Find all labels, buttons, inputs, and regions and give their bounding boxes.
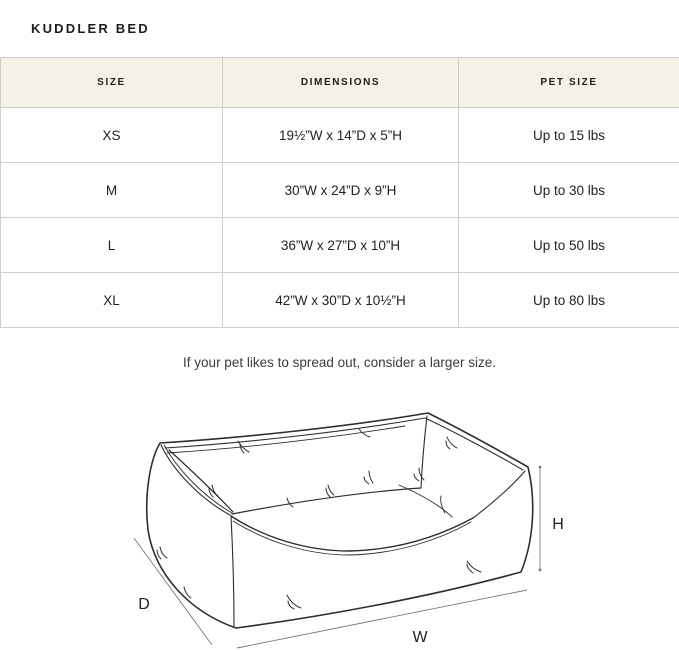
- pet-size-cell: Up to 50 lbs: [459, 218, 679, 273]
- page-title: KUDDLER BED: [31, 21, 150, 36]
- dimensions-cell: 42”W x 30”D x 10½”H: [223, 273, 459, 328]
- width-dimension-line: [237, 590, 527, 648]
- bed-illustration: [0, 390, 679, 650]
- size-cell: M: [1, 163, 223, 218]
- table-row: [1, 163, 679, 218]
- bed-diagram: [0, 390, 679, 650]
- table-row: [1, 218, 679, 273]
- sizing-note: If your pet likes to spread out, consider a larger size.: [183, 355, 496, 370]
- dimension-lines: [134, 466, 541, 648]
- pet-size-cell: Up to 30 lbs: [459, 163, 679, 218]
- bed-outline: [147, 413, 533, 628]
- dimensions-cell: 30”W x 24”D x 9”H: [223, 163, 459, 218]
- header-size: SIZE: [1, 58, 223, 108]
- table-row: [1, 108, 679, 163]
- size-cell: XL: [1, 273, 223, 328]
- header-pet-size: PET SIZE: [459, 58, 679, 108]
- dimensions-cell: 19½”W x 14”D x 5”H: [223, 108, 459, 163]
- size-chart-table: [0, 57, 679, 328]
- size-cell: XS: [1, 108, 223, 163]
- dimensions-cell: 36”W x 27”D x 10”H: [223, 218, 459, 273]
- title-bar: [0, 0, 679, 57]
- depth-dimension-line: [134, 538, 212, 645]
- header-dimensions: DIMENSIONS: [223, 58, 459, 108]
- pet-size-cell: Up to 80 lbs: [459, 273, 679, 328]
- pet-size-cell: Up to 15 lbs: [459, 108, 679, 163]
- width-label: W: [412, 629, 428, 646]
- height-label: H: [552, 516, 564, 533]
- size-cell: L: [1, 218, 223, 273]
- stitch-marks: [157, 429, 481, 609]
- header-row: [1, 58, 679, 108]
- depth-label: D: [138, 596, 150, 613]
- table-row: [1, 273, 679, 328]
